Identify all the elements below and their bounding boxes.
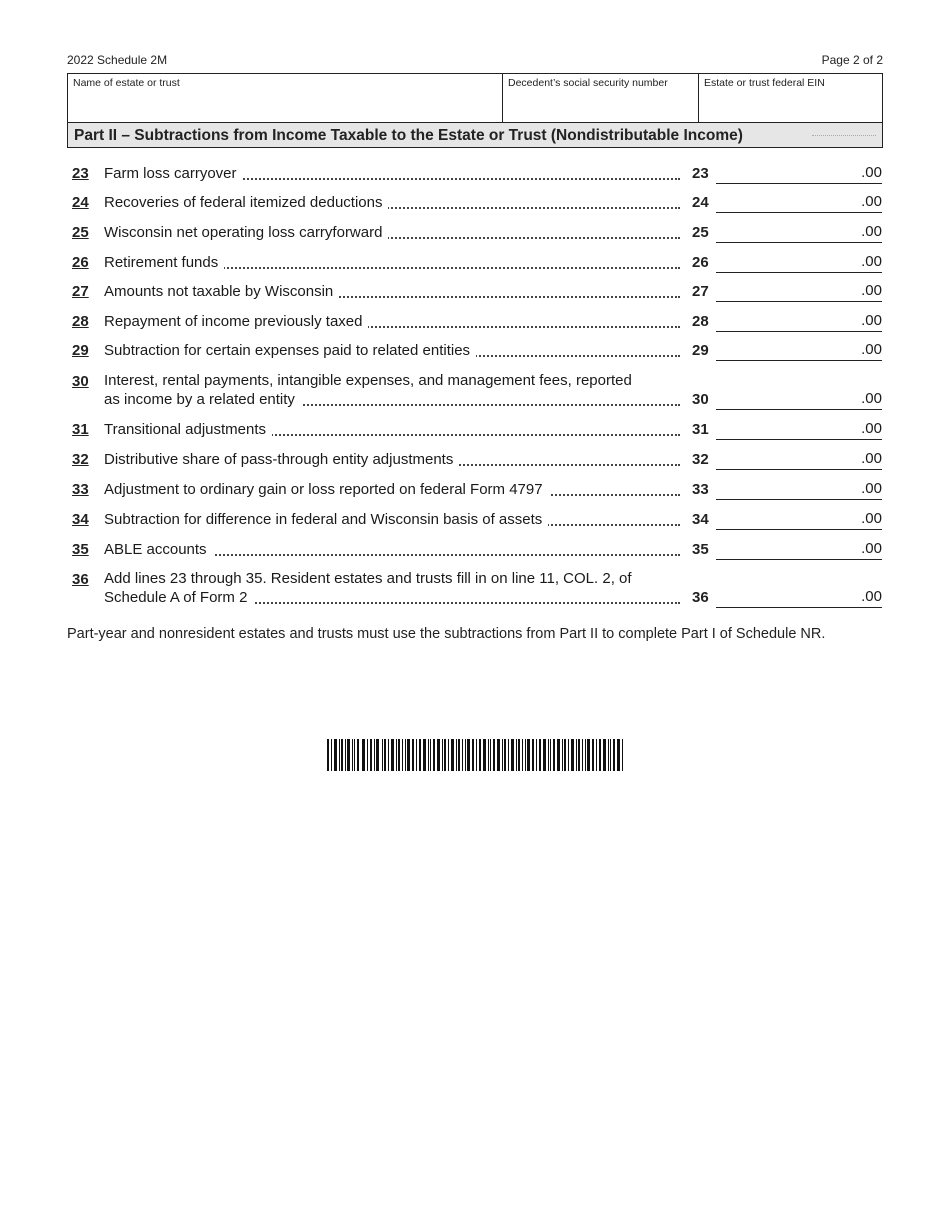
line-number: 36 bbox=[72, 571, 89, 588]
cents: .00 bbox=[861, 510, 882, 527]
line-ref-number: 30 bbox=[692, 391, 709, 408]
line-31 bbox=[67, 419, 883, 439]
line-25 bbox=[67, 222, 883, 242]
line-description: Adjustment to ordinary gain or loss reported on federal Form 4797 bbox=[104, 481, 549, 498]
amount-field-25[interactable] bbox=[716, 222, 882, 243]
line-description-part2: as income by a related entity bbox=[104, 391, 301, 408]
line-ref-number: 35 bbox=[692, 541, 709, 558]
barcode-graphic bbox=[327, 739, 623, 771]
ssn-label: Decedent’s social security number bbox=[508, 77, 668, 89]
line-description: Repayment of income previously taxed bbox=[104, 313, 368, 330]
ein-cell bbox=[699, 74, 882, 122]
line-description: ABLE accounts bbox=[104, 541, 213, 558]
line-ref-number: 31 bbox=[692, 421, 709, 438]
line-33 bbox=[67, 479, 883, 499]
line-description-part2: Schedule A of Form 2 bbox=[104, 589, 253, 606]
cents: .00 bbox=[861, 223, 882, 240]
cents: .00 bbox=[861, 193, 882, 210]
line-description: Recoveries of federal itemized deductions bbox=[104, 194, 388, 211]
line-number: 24 bbox=[72, 194, 89, 211]
amount-field-32[interactable] bbox=[716, 449, 882, 470]
amount-field-24[interactable] bbox=[716, 192, 882, 213]
line-description: Farm loss carryover bbox=[104, 165, 243, 182]
line-description: Retirement funds bbox=[104, 254, 224, 271]
cents: .00 bbox=[861, 450, 882, 467]
line-number: 32 bbox=[72, 451, 89, 468]
line-number: 34 bbox=[72, 511, 89, 528]
estate-name-label: Name of estate or trust bbox=[73, 77, 180, 89]
line-description: Wisconsin net operating loss carryforward bbox=[104, 224, 388, 241]
line-number: 29 bbox=[72, 342, 89, 359]
line-ref-number: 33 bbox=[692, 481, 709, 498]
identification-box bbox=[67, 73, 883, 122]
cents: .00 bbox=[861, 588, 882, 605]
line-34 bbox=[67, 509, 883, 529]
estate-name-field[interactable] bbox=[72, 98, 498, 120]
amount-field-31[interactable] bbox=[716, 419, 882, 440]
line-number: 30 bbox=[72, 373, 89, 390]
line-28 bbox=[67, 311, 883, 331]
line-ref-number: 23 bbox=[692, 165, 709, 182]
line-description-part1: Add lines 23 through 35. Resident estates and trusts fill in on line 11, COL. 2, of bbox=[104, 570, 632, 587]
page-header bbox=[67, 53, 883, 69]
amount-field-27[interactable] bbox=[716, 281, 882, 302]
amount-field-36[interactable] bbox=[716, 587, 882, 608]
line-description: Distributive share of pass-through entity adjustments bbox=[104, 451, 459, 468]
line-ref-number: 25 bbox=[692, 224, 709, 241]
estate-name-cell bbox=[68, 74, 503, 122]
line-26 bbox=[67, 252, 883, 272]
cents: .00 bbox=[861, 480, 882, 497]
cents: .00 bbox=[861, 253, 882, 270]
line-number: 25 bbox=[72, 224, 89, 241]
amount-field-30[interactable] bbox=[716, 389, 882, 410]
line-27 bbox=[67, 281, 883, 301]
amount-field-29[interactable] bbox=[716, 340, 882, 361]
line-ref-number: 29 bbox=[692, 342, 709, 359]
line-24 bbox=[67, 192, 883, 212]
line-number: 35 bbox=[72, 541, 89, 558]
amount-field-26[interactable] bbox=[716, 252, 882, 273]
amount-field-33[interactable] bbox=[716, 479, 882, 500]
line-ref-number: 36 bbox=[692, 589, 709, 606]
line-ref-number: 27 bbox=[692, 283, 709, 300]
line-32 bbox=[67, 449, 883, 469]
line-ref-number: 34 bbox=[692, 511, 709, 528]
amount-field-28[interactable] bbox=[716, 311, 882, 332]
cents: .00 bbox=[861, 312, 882, 329]
page-number: Page 2 of 2 bbox=[821, 53, 883, 67]
line-ref-number: 32 bbox=[692, 451, 709, 468]
footer-note: Part-year and nonresident estates and trusts must use the subtractions from Part II to complete Part I of Schedule NR. bbox=[67, 626, 826, 642]
cents: .00 bbox=[861, 164, 882, 181]
line-description: Amounts not taxable by Wisconsin bbox=[104, 283, 339, 300]
line-number: 23 bbox=[72, 165, 89, 182]
line-23 bbox=[67, 163, 883, 183]
form-title: 2022 Schedule 2M bbox=[67, 53, 168, 67]
ssn-field[interactable] bbox=[507, 98, 694, 120]
line-description: Subtraction for certain expenses paid to related entities bbox=[104, 342, 476, 359]
amount-field-34[interactable] bbox=[716, 509, 882, 530]
ssn-cell bbox=[503, 74, 699, 122]
cents: .00 bbox=[861, 540, 882, 557]
header-dotted-fill bbox=[812, 135, 876, 136]
line-description: Subtraction for difference in federal and Wisconsin basis of assets bbox=[104, 511, 548, 528]
part-ii-header bbox=[67, 122, 883, 148]
line-ref-number: 26 bbox=[692, 254, 709, 271]
line-number: 26 bbox=[72, 254, 89, 271]
cents: .00 bbox=[861, 341, 882, 358]
line-number: 27 bbox=[72, 283, 89, 300]
line-35 bbox=[67, 539, 883, 559]
line-30 bbox=[67, 371, 883, 409]
ein-label: Estate or trust federal EIN bbox=[704, 77, 825, 89]
line-description: Transitional adjustments bbox=[104, 421, 272, 438]
line-number: 33 bbox=[72, 481, 89, 498]
cents: .00 bbox=[861, 420, 882, 437]
line-number: 28 bbox=[72, 313, 89, 330]
line-ref-number: 28 bbox=[692, 313, 709, 330]
line-36 bbox=[67, 569, 883, 607]
line-ref-number: 24 bbox=[692, 194, 709, 211]
cents: .00 bbox=[861, 390, 882, 407]
part-ii-title: Part II – Subtractions from Income Taxable to the Estate or Trust (Nondistributable Income) bbox=[74, 127, 743, 144]
amount-field-35[interactable] bbox=[716, 539, 882, 560]
line-number: 31 bbox=[72, 421, 89, 438]
amount-field-23[interactable] bbox=[716, 163, 882, 184]
line-29 bbox=[67, 340, 883, 360]
line-description-part1: Interest, rental payments, intangible expenses, and management fees, reported bbox=[104, 372, 632, 389]
ein-field[interactable] bbox=[703, 98, 878, 120]
cents: .00 bbox=[861, 282, 882, 299]
